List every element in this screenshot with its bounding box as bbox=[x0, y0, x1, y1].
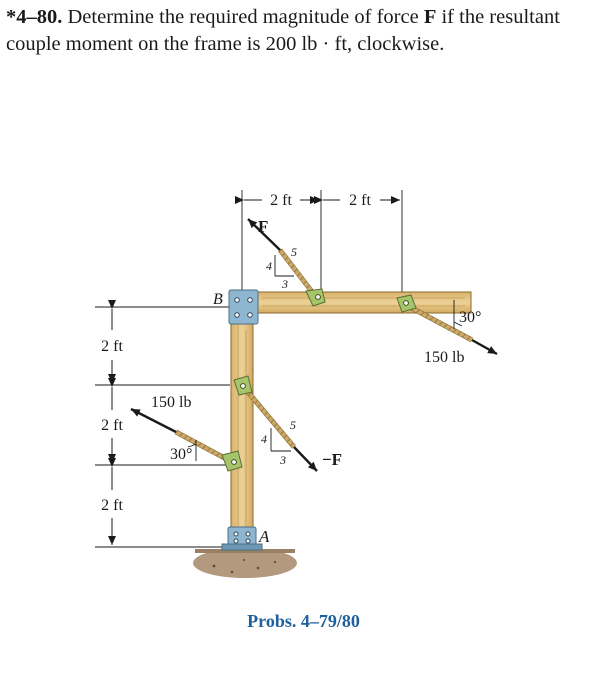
left-force-arrow bbox=[131, 409, 176, 432]
problem-text-2: if the resultant couple moment on the frame is 200 lb · ft, clockwise. bbox=[6, 6, 560, 55]
left-angle-label: 30° bbox=[170, 446, 193, 463]
label-minus-F: −F bbox=[322, 450, 343, 469]
dim-top-right: 2 ft bbox=[349, 192, 371, 209]
upper-slope-hyp: 5 bbox=[291, 245, 297, 259]
right-force-arrow bbox=[472, 340, 497, 354]
figure-caption: Probs. 4–79/80 bbox=[247, 611, 360, 631]
right-angle-label: 30° bbox=[459, 309, 482, 326]
lower-slope-horizontal: 3 bbox=[280, 453, 286, 467]
left-force-label: 150 lb bbox=[151, 394, 192, 411]
problem-text-1: Determine the required magnitude of force bbox=[62, 6, 424, 28]
force-symbol: F bbox=[423, 6, 437, 28]
right-force-label: 150 lb bbox=[424, 349, 465, 366]
lower-slope-hyp: 5 bbox=[290, 418, 296, 432]
lower-slope-vertical: 4 bbox=[261, 432, 267, 446]
dim-left-middle: 2 ft bbox=[101, 417, 123, 434]
frame bbox=[231, 292, 471, 548]
upper-slope-horizontal: 3 bbox=[282, 277, 288, 291]
label-F: F bbox=[258, 217, 269, 236]
dim-left-upper: 2 ft bbox=[101, 338, 123, 355]
base-support-A bbox=[222, 527, 262, 550]
ground bbox=[193, 548, 297, 578]
force-minus-F-arrow bbox=[294, 447, 317, 471]
left-pin-bracket bbox=[222, 451, 242, 471]
upper-slope-vertical: 4 bbox=[266, 259, 272, 273]
label-B: B bbox=[213, 291, 223, 308]
dim-left-lower: 2 ft bbox=[101, 497, 123, 514]
problem-number: *4–80. bbox=[6, 6, 63, 28]
corner-bracket-B bbox=[229, 290, 258, 324]
label-A: A bbox=[259, 527, 270, 546]
dim-top-left: 2 ft bbox=[270, 192, 292, 209]
